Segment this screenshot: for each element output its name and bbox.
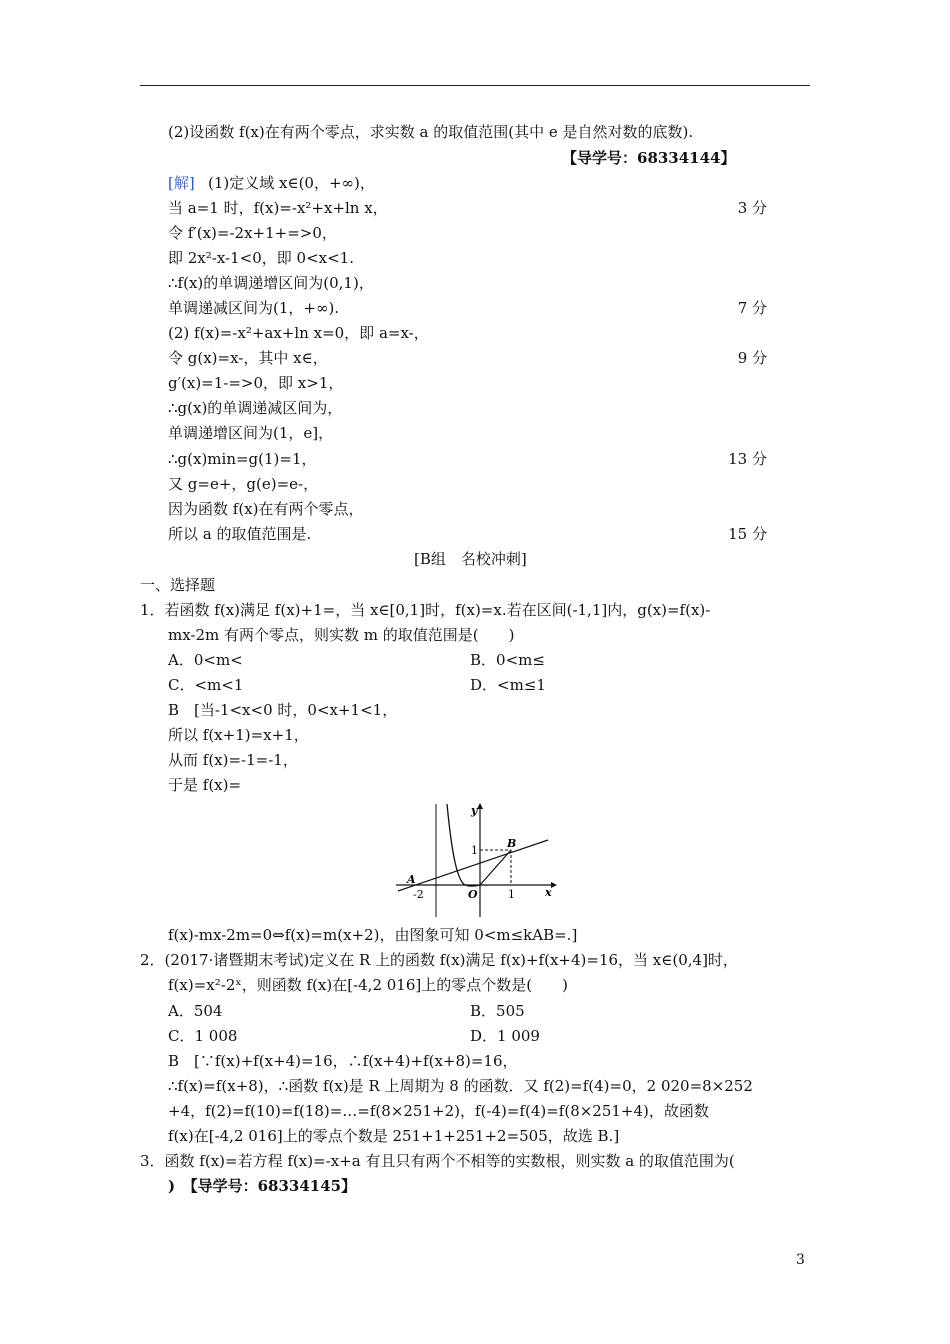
label-y: y [471,804,478,817]
question-2-text: 2．(2017·诸暨期末考试)定义在 R 上的函数 f(x)满足 f(x)+f(x+4)=16，当 x∈(0,4]时， [140,951,738,969]
answer-line: 所以 f(x+1)=x+1， [168,726,309,744]
solution-line: 单调递增区间为(1，e]， [168,424,334,442]
label-one-x: 1 [508,888,515,901]
question-2-text: f(x)=x²-2ˣ，则函数 f(x)在[-4,2 016]上的零点个数是( ) [168,976,568,994]
label-x: x [545,886,552,899]
subsection-heading: 一、选择题 [140,576,216,594]
reference-number: 【导学号：68334144】 [562,149,736,167]
answer-line: ∴f(x)=f(x+8)，∴函数 f(x)是 R 上周期为 8 的函数．又 f(2)=f(4)=0，2 020=8×252 [168,1077,753,1095]
page-number: 3 [796,1252,805,1268]
score-mark: 15 分 [728,525,767,543]
solution-line: 令 g(x)=x-，其中 x∈， [168,349,328,367]
option-d: D．1 009 [470,1027,540,1045]
section-heading: [B组 名校冲刺] [414,550,527,568]
problem-2-statement: (2)设函数 f(x)在有两个零点，求实数 a 的取值范围(其中 e 是自然对数的底数). [168,123,694,141]
score-mark: 13 分 [728,450,767,468]
option-c: C．1 008 [168,1027,238,1045]
segment-ob [480,850,511,885]
question-3-text: ) 【导学号：68334145】 [168,1177,357,1195]
solution-line: ∴f(x)的单调递增区间为(0,1)， [168,274,374,292]
solution-line: (2) f(x)=-x²+ax+ln x=0，即 a=x-， [168,324,429,342]
question-1-text: mx-2m 有两个零点，则实数 m 的取值范围是( ) [168,626,515,644]
solution-line: ∴g(x)min=g(1)=1， [168,450,317,468]
answer-line: f(x)-mx-2m=0⇔f(x)=m(x+2)，由图象可知 0<m≤kAB=.] [168,926,578,944]
solution-label: [解] [168,174,195,192]
header-rule [140,85,810,86]
solution-line: ∴g(x)的单调递减区间为， [168,399,343,417]
question-3-text: 3．函数 f(x)=若方程 f(x)=-x+a 有且只有两个不相等的实数根，则实数 a 的取值范围为( [140,1152,735,1170]
y-axis-arrow [477,803,483,809]
function-graph [393,800,558,920]
label-a: A [407,873,416,886]
score-mark: 3 分 [737,199,767,217]
answer-line: 于是 f(x)= [168,776,242,794]
option-a: A．504 [168,1002,223,1020]
option-c: C．<m<1 [168,676,244,694]
answer-line: f(x)在[-4,2 016]上的零点个数是 251+1+251+2=505，故选 B.] [168,1127,620,1145]
question-1-text: 1．若函数 f(x)满足 f(x)+1=，当 x∈[0,1]时，f(x)=x.若在区间(-1,1]内，g(x)=f(x)- [140,601,711,619]
option-b: B．0<m≤ [470,651,545,669]
solution-line: 即 2x²-x-1<0，即 0<x<1. [168,249,354,267]
answer-line: +4，f(2)=f(10)=f(18)=…=f(8×251+2)，f(-4)=f(4)=f(8×251+4)，故函数 [168,1102,709,1120]
solution-line: (1)定义域 x∈(0，+∞)， [208,174,375,192]
label-origin: O [468,888,478,901]
label-minus-two: -2 [413,888,424,901]
solution-line: 因为函数 f(x)在有两个零点， [168,500,364,518]
label-b: B [507,837,517,850]
option-a: A．0<m< [168,651,243,669]
solution-line: 又 g=e+，g(e)=e-， [168,475,319,493]
solution-line: 当 a=1 时，f(x)=-x²+x+ln x， [168,199,388,217]
option-b: B．505 [470,1002,525,1020]
answer-line: B [∵f(x)+f(x+4)=16，∴f(x+4)+f(x+8)=16， [168,1052,518,1070]
answer-line: B [当-1<x<0 时，0<x+1<1， [168,701,398,719]
solution-line: 令 f′(x)=-2x+1+=>0， [168,224,337,242]
solution-line: g′(x)=1-=>0，即 x>1， [168,374,344,392]
score-mark: 7 分 [737,299,767,317]
x-axis-arrow [551,882,557,888]
option-d: D．<m≤1 [470,676,546,694]
solution-line: 所以 a 的取值范围是. [168,525,312,543]
label-one-y: 1 [471,844,478,857]
solution-line: 单调递减区间为(1，+∞). [168,299,340,317]
answer-line: 从而 f(x)=-1=-1， [168,751,298,769]
score-mark: 9 分 [737,349,767,367]
